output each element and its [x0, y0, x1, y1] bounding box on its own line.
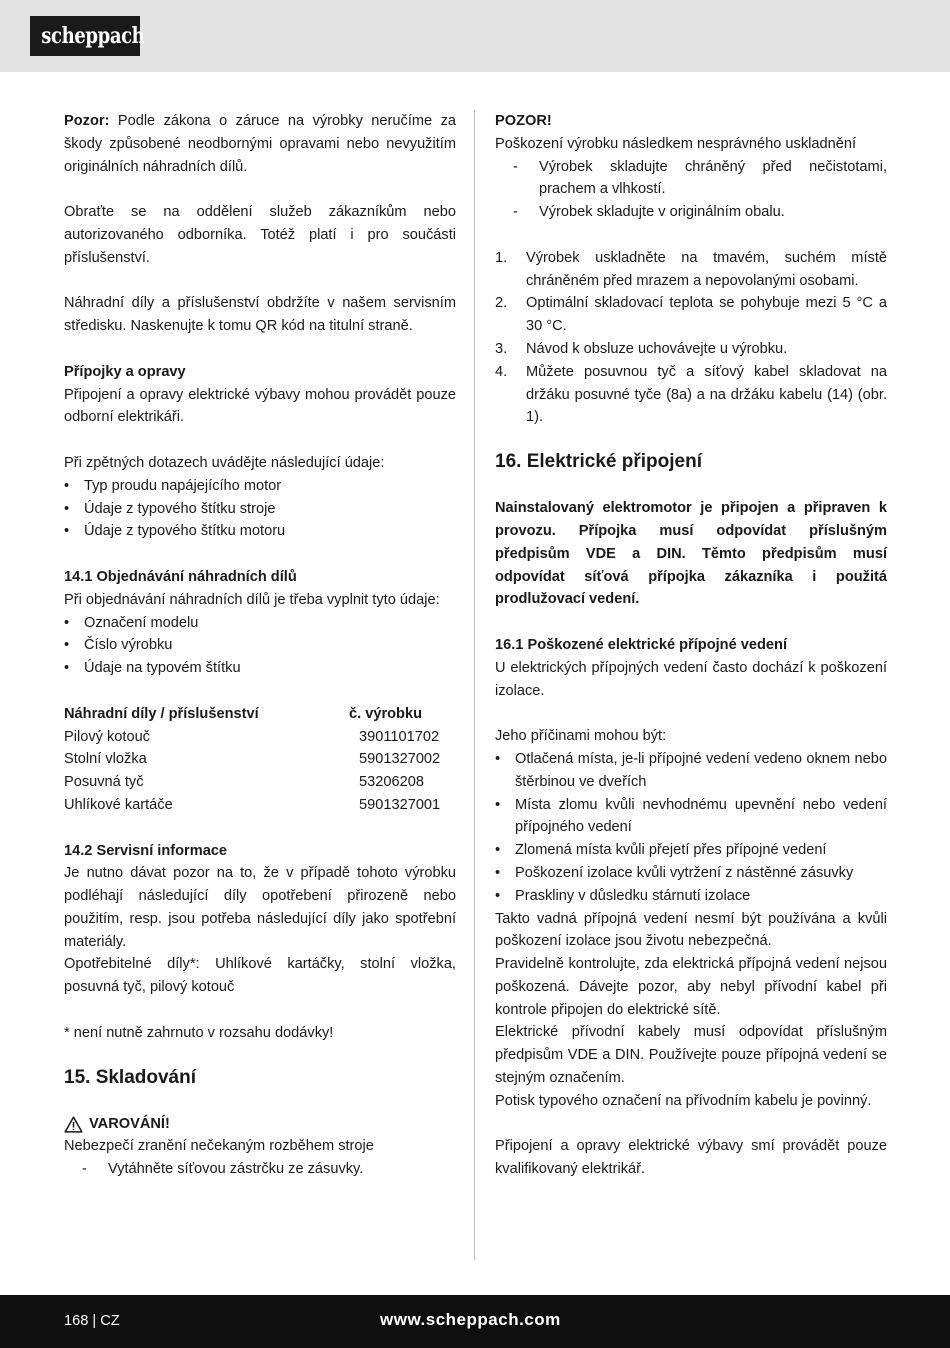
standards-paragraph: Elektrické přívodní kabely musí odpovídat příslušným předpisům VDE a DIN. Používejte pouze přípojná vedení se stejným označením. — [495, 1024, 887, 1087]
part-name: Stolní vložka — [64, 751, 147, 768]
step-text: Můžete posuvnou tyč a síťový kabel skladovat na držáku posuvné tyče (8a) a na držáku kabelu (14) (obr. 1). — [526, 363, 887, 426]
section-16-title: 16. Elektrické připojení — [495, 451, 702, 473]
logo-text: scheppach — [41, 23, 145, 49]
list-item: • Údaje z typového štítku stroje — [64, 498, 456, 521]
step-number: 1. — [495, 249, 508, 266]
list-item — [495, 338, 887, 361]
warning-text: Nebezpečí zranění nečekaným rozběhem stroje — [64, 1138, 374, 1155]
causes-list — [495, 748, 887, 908]
part-number: 3901101702 — [359, 728, 440, 745]
warning-triangle-icon — [64, 1116, 83, 1133]
step-number: 3. — [495, 340, 508, 357]
list-item: • Otlačená místa, je-li přípojné vedení vedeno oknem nebo štěrbinou ve dveřích — [495, 748, 887, 794]
step-text: Výrobek uskladněte na tmavém, suchém místě chráněném před mrazem a nepovolanými osobami. — [526, 249, 887, 289]
list-item: • Poškození izolace kvůli vytržení z nástěnné zásuvky — [495, 862, 887, 885]
part-number: 5901327001 — [359, 796, 441, 813]
list-item: • Označení modelu — [64, 612, 456, 635]
connections-text: Připojení a opravy elektrické výbavy mohou provádět pouze odborní elektrikáři. — [64, 386, 456, 426]
footer-bar — [0, 1295, 950, 1348]
inspection-paragraph: Pravidelně kontrolujte, zda elektrická přípojná vedení nejsou poškozená. Dávejte pozor, aby nebyl přívodní kabel při kontrole připojen do elektrické sítě. — [495, 956, 887, 1018]
page-number: 168 | CZ — [64, 1313, 120, 1329]
electrician-paragraph: Připojení a opravy elektrické výbavy smí provádět pouze kvalifikovaný elektrikář. — [495, 1138, 887, 1178]
service-paragraph: Obraťte se na oddělení služeb zákazníkům nebo autorizovaného odborníka. Totéž platí i pro součásti příslušenství. — [64, 204, 456, 266]
section-16-1-title: 16.1 Poškozené elektrické přípojné vedení — [495, 636, 788, 653]
list-item: - Výrobek skladujte chráněný před nečistotami, prachem a vlhkostí. — [495, 156, 887, 202]
connections-title: Přípojky a opravy — [64, 363, 186, 380]
warning-title: VAROVÁNÍ! — [89, 1115, 170, 1132]
table-row — [64, 748, 456, 771]
part-number: 5901327002 — [359, 751, 441, 768]
list-item: • Údaje na typovém štítku — [64, 657, 456, 680]
wear-parts-paragraph: Opotřebitelné díly*: Uhlíkové kartáčky, stolní vložka, posuvná tyč, pilový kotouč — [64, 956, 456, 996]
list-item: • Typ proudu napájejícího motor — [64, 475, 456, 498]
warning-heading — [64, 1113, 456, 1136]
list-item: • Údaje z typového štítku motoru — [64, 520, 456, 543]
column-header-name: Náhradní díly / příslušenství — [64, 705, 259, 722]
inquiry-list — [64, 475, 456, 543]
part-name: Posuvná tyč — [64, 774, 144, 791]
list-item — [495, 247, 887, 293]
step-text: Optimální skladovací teplota se pohybuje mezi 5 °C a 30 °C. — [526, 295, 887, 335]
spare-parts-paragraph: Náhradní díly a příslušenství obdržíte v našem servisním středisku. Naskenujte k tomu QR kód na titulní straně. — [64, 295, 456, 335]
storage-steps — [495, 247, 887, 429]
caution-text: Poškození výrobku následkem nesprávného uskladnění — [495, 135, 857, 152]
warning-list — [64, 1158, 456, 1181]
section-16-1-paragraph: U elektrických přípojných vedení často dochází k poškození izolace. — [495, 659, 887, 699]
list-item — [495, 292, 887, 338]
brand-logo — [30, 16, 145, 56]
table-row — [64, 726, 456, 749]
left-column — [64, 110, 456, 1181]
table-row — [64, 794, 456, 817]
inquiry-intro: Při zpětných dotazech uvádějte následující údaje: — [64, 454, 385, 471]
list-item: - Výrobek skladujte v originálním obalu. — [495, 201, 887, 224]
section-14-1-intro: Při objednávání náhradních dílů je třeba vyplnit tyto údaje: — [64, 591, 440, 608]
section-14-1-title: 14.1 Objednávání náhradních dílů — [64, 568, 297, 585]
table-row — [64, 771, 456, 794]
section-14-2-title: 14.2 Servisní informace — [64, 842, 228, 859]
section-16-paragraph: Nainstalovaný elektromotor je připojen a připraven k provozu. Přípojka musí odpovídat příslušným předpisům VDE a DIN. Těmto předpisům musí odpovídat síťová přípojka zákazníka i použitá prodlužovací vedení. — [495, 500, 887, 608]
caution-title: POZOR! — [495, 113, 552, 129]
part-number: 53206208 — [359, 774, 424, 791]
list-item: • Číslo výrobku — [64, 634, 456, 657]
list-item — [495, 361, 887, 429]
list-item: • Místa zlomu kvůli nevhodnému upevnění nebo vedení přípojného vedení — [495, 794, 887, 840]
order-data-list — [64, 612, 456, 680]
caution-list — [495, 156, 887, 224]
right-column — [495, 110, 887, 1181]
delivery-note: * není nutně zahrnuto v rozsahu dodávky! — [64, 1024, 334, 1041]
part-name: Uhlíkové kartáče — [64, 796, 173, 813]
section-14-2-paragraph: Je nutno dávat pozor na to, že v případě tohoto výrobku podléhají následující díly opotřebení přirozeně nebo použitím, resp. jsou potřeba následující díly jako spotřební materiály. — [64, 865, 456, 950]
column-divider — [474, 110, 475, 1260]
step-text: Návod k obsluze uchovávejte u výrobku. — [526, 340, 788, 357]
column-header-number: č. výrobku — [349, 705, 422, 722]
website-link[interactable]: www.scheppach.com — [380, 1310, 561, 1329]
list-item: • Praskliny v důsledku stárnutí izolace — [495, 885, 887, 908]
causes-intro: Jeho příčinami mohou být: — [495, 728, 667, 745]
part-name: Pilový kotouč — [64, 728, 150, 745]
marking-paragraph: Potisk typového označení na přívodním kabelu je povinný. — [495, 1092, 872, 1109]
list-item: • Zlomená místa kvůli přejetí přes přípojné vedení — [495, 839, 887, 862]
spare-parts-table — [64, 703, 456, 817]
warranty-label: Pozor: — [64, 113, 110, 129]
warranty-text: Podle zákona o záruce na výrobky neručíme za škody způsobené neodbornými opravami nebo nevyužitím originálních náhradních dílů. — [64, 113, 456, 175]
section-15-title: 15. Skladování — [64, 1066, 197, 1088]
step-number: 2. — [495, 295, 508, 312]
step-number: 4. — [495, 363, 508, 380]
damaged-cable-paragraph: Takto vadná přípojná vedení nesmí být používána a kvůli poškození izolace jsou životu nebezpečná. — [495, 910, 887, 950]
table-header-row — [64, 703, 456, 726]
warranty-paragraph — [64, 110, 456, 178]
list-item: - Vytáhněte síťovou zástrčku ze zásuvky. — [64, 1158, 456, 1181]
